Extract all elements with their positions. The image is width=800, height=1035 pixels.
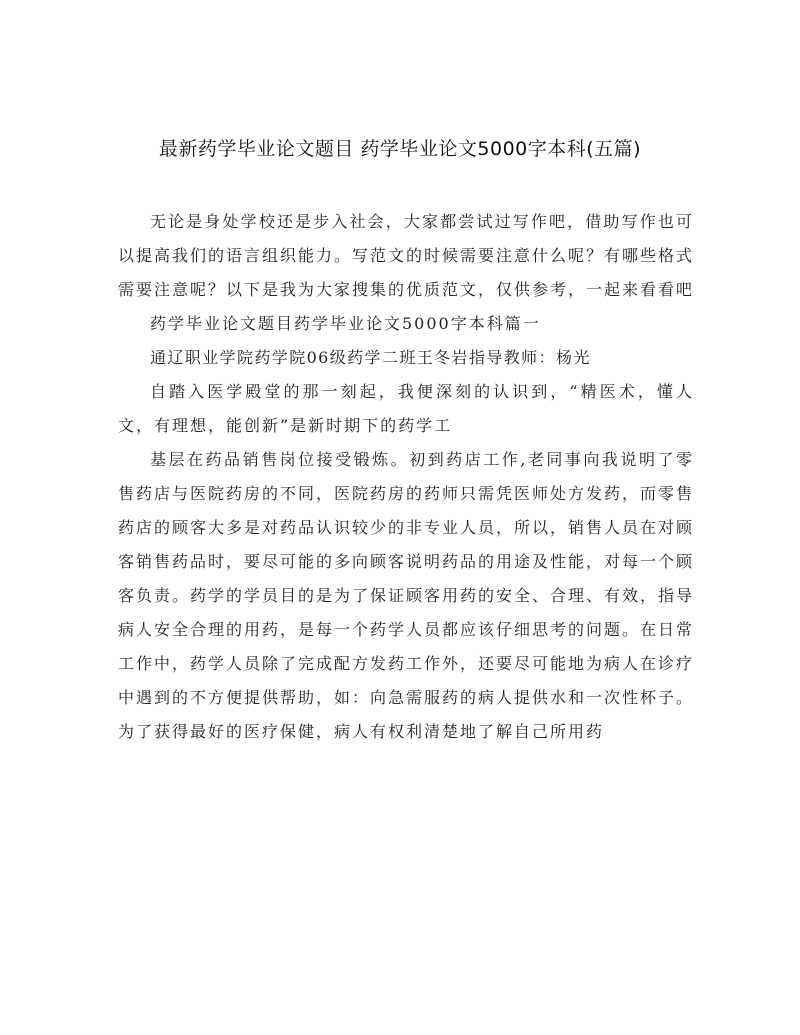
author-line: 通辽职业学院药学院06级药学二班王冬岩指导教师：杨光 [150, 348, 591, 367]
intro-paragraph: 无论是身处学校还是步入社会，大家都尝试过写作吧，借助写作也可以提高我们的语言组织能力。写范文的时候需要注意什么呢？有哪些格式需要注意呢？以下是我为大家搜集的优质范文，仅供参考，一起来看看吧 [118, 212, 695, 299]
document-title: 最新药学毕业论文题目 药学毕业论文5000字本科(五篇) [158, 138, 642, 160]
section-heading: 药学毕业论文题目药学毕业论文5000字本科篇一 [150, 314, 541, 333]
body-paragraph: 基层在药品销售岗位接受锻炼。初到药店工作,老同事向我说明了零售药店与医院药房的不同，医院药房的药师只需凭医师处方发药，而零售药店的顾客大多是对药品认识较少的非专业人员，所以，销售人员在对顾客销售药品时，要尽可能的多向顾客说明药品的用途及性能，对每一个顾客负责。药学的学员目的是为了保证顾客用药的安全、合理、有效，指导病人安全合理的用药，是每一个药学人员都应该仔细思考的问题。在日常工作中，药学人员除了完成配方发药工作外，还要尽可能地为病人在诊疗中遇到的不方便提供帮助，如：向急需服药的病人提供水和一次性杯子。为了获得最好的医疗保健，病人有权利清楚地了解自己所用药 [118, 450, 695, 741]
document-body [118, 205, 694, 749]
body-paragraph: 自踏入医学殿堂的那一刻起，我便深刻的认识到，“精医术，懂人文，有理想，能创新”是新时期下的药学工 [118, 382, 694, 435]
